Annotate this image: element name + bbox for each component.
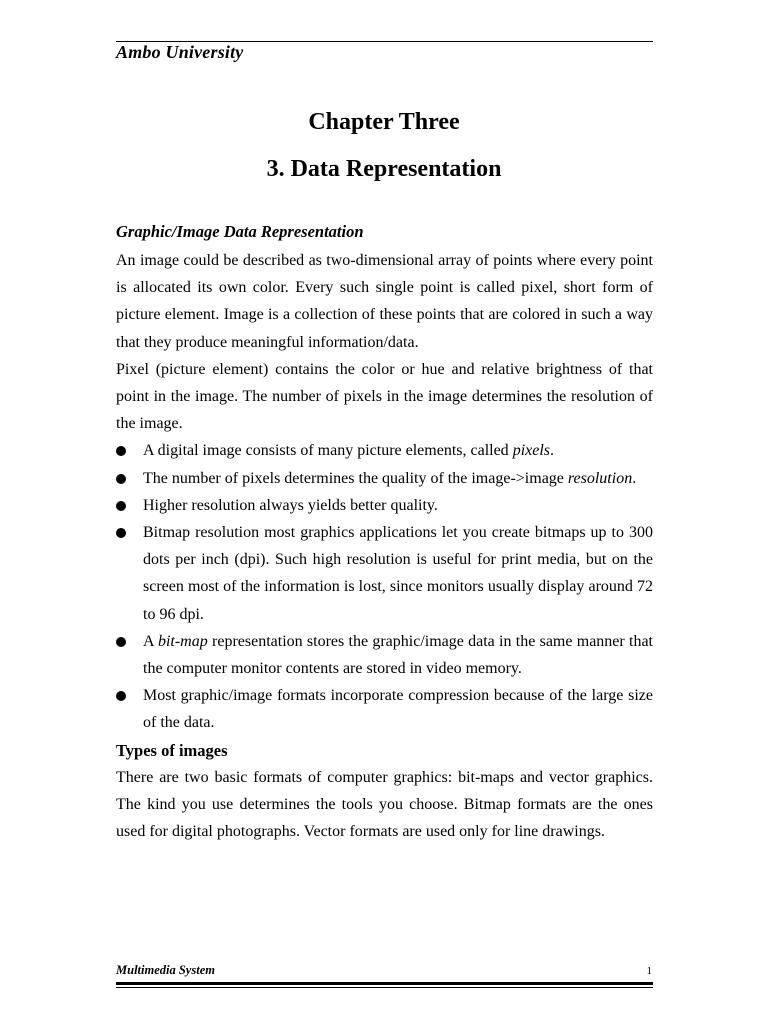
bullet-emphasis: resolution bbox=[567, 469, 633, 487]
page-number: 1 bbox=[646, 965, 652, 977]
bullet-text-end: . bbox=[632, 469, 637, 487]
header-title: Ambo University bbox=[116, 42, 244, 62]
bullet-emphasis: pixels bbox=[512, 442, 551, 460]
list-item bbox=[116, 492, 653, 519]
chapter-title: Chapter Three bbox=[308, 109, 460, 135]
bullet-icon bbox=[116, 474, 126, 484]
bullet-icon bbox=[116, 637, 126, 647]
bullet-text: A digital image consists of many picture elements, called bbox=[143, 442, 513, 460]
section-heading-types-of-images: Types of images bbox=[116, 740, 228, 760]
list-item bbox=[116, 437, 653, 464]
paragraph-pixel-definition: Pixel (picture element) contains the color or hue and relative brightness of that point in the image. The number of pixels in the image determines the resolution of the image. bbox=[116, 360, 653, 433]
bullet-text: Higher resolution always yields better quality. bbox=[143, 496, 438, 514]
bullet-icon bbox=[116, 501, 126, 511]
footer-rule-thick bbox=[116, 982, 653, 985]
chapter-heading: 3. Data Representation bbox=[266, 156, 502, 182]
bullet-text-end: . bbox=[550, 442, 555, 460]
paragraph-image-formats: There are two basic formats of computer graphics: bit-maps and vector graphics. The kind you use determines the tools you choose. Bitmap formats are the ones used for digital photographs. Vector formats are used only for line drawings. bbox=[116, 768, 653, 841]
bullet-icon bbox=[116, 446, 126, 456]
bullet-text: The number of pixels determines the quality of the image->image bbox=[143, 469, 568, 487]
list-item bbox=[116, 682, 653, 736]
footer-rule-thin bbox=[116, 987, 653, 988]
bullet-icon bbox=[116, 528, 126, 538]
section-heading-graphic-image: Graphic/Image Data Representation bbox=[116, 222, 364, 241]
bullet-text-end: representation stores the graphic/image data in the same manner that the computer monitor contents are stored in video memory. bbox=[143, 632, 654, 678]
paragraph-image-definition: An image could be described as two-dimensional array of points where every point is allocated its own color. Every such single point is called pixel, short form of picture element. Image is a collection of these points that are colored in such a way that they produce meaningful information/data. bbox=[116, 252, 653, 351]
bullet-list bbox=[116, 437, 653, 736]
bullet-text: Most graphic/image formats incorporate compression because of the large size of the data. bbox=[143, 687, 653, 732]
bullet-emphasis: bit-map bbox=[157, 632, 208, 650]
footer-title: Multimedia System bbox=[116, 963, 215, 977]
bullet-text: A bbox=[143, 632, 158, 650]
list-item bbox=[116, 519, 653, 628]
list-item bbox=[116, 628, 653, 682]
list-item bbox=[116, 465, 653, 492]
bullet-text: Bitmap resolution most graphics applications let you create bitmaps up to 300 dots per inch (dpi). Such high resolution is useful for print media, but on the screen most of the information is lost, since monitors usually display around 72 to 96 dpi. bbox=[143, 524, 653, 623]
bullet-icon bbox=[116, 691, 126, 701]
page-content bbox=[116, 218, 653, 845]
